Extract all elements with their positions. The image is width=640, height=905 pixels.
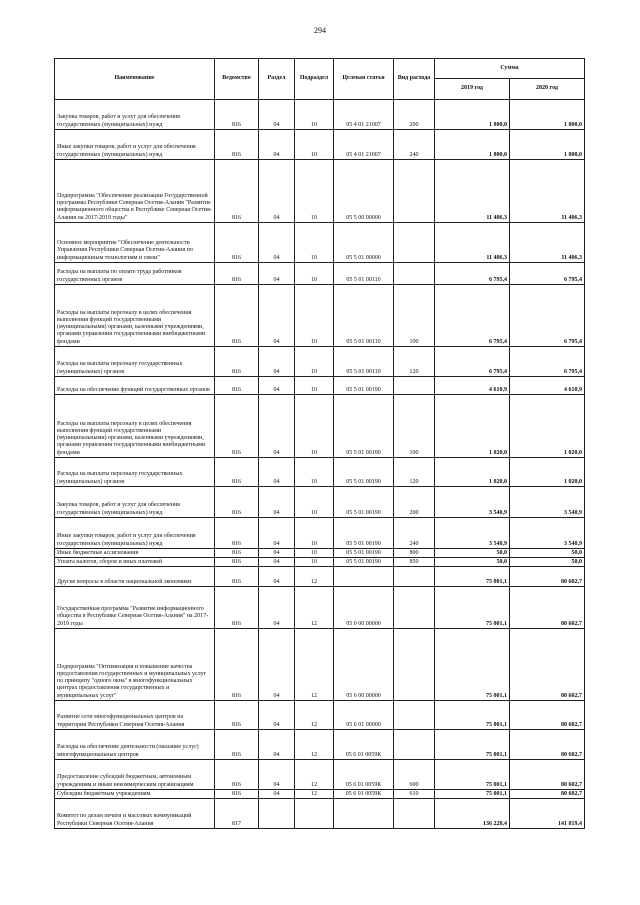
cell-subsection: 10 bbox=[295, 100, 334, 130]
cell-target bbox=[334, 799, 394, 829]
table-row bbox=[55, 285, 585, 347]
header-2020: 2020 год bbox=[510, 79, 585, 100]
cell-dept: 816 bbox=[215, 263, 259, 285]
cell-subsection: 12 bbox=[295, 587, 334, 629]
cell-dept: 816 bbox=[215, 790, 259, 799]
cell-2019: 6 795,4 bbox=[435, 263, 510, 285]
cell-2020: 80 602,7 bbox=[510, 629, 585, 701]
cell-target: 05 5 01 00110 bbox=[334, 263, 394, 285]
cell-2019: 11 406,3 bbox=[435, 160, 510, 223]
cell-target: 05 5 00 00000 bbox=[334, 160, 394, 223]
cell-target: 05 5 01 00190 bbox=[334, 377, 394, 395]
cell-name: Закупка товаров, работ и услуг для обеспечения государственных (муниципальных) нужд bbox=[55, 100, 215, 130]
table-row bbox=[55, 160, 585, 223]
cell-exp-type bbox=[394, 629, 435, 701]
cell-dept: 816 bbox=[215, 130, 259, 160]
table-row bbox=[55, 549, 585, 558]
table-row bbox=[55, 701, 585, 730]
cell-2020: 80 602,7 bbox=[510, 567, 585, 587]
cell-subsection: 10 bbox=[295, 458, 334, 487]
cell-exp-type bbox=[394, 223, 435, 263]
cell-section: 04 bbox=[259, 100, 295, 130]
cell-target: 05 0 00 00000 bbox=[334, 587, 394, 629]
page-number: 294 bbox=[314, 26, 326, 35]
cell-name: Расходы на выплаты персоналу в целях обеспечения выполнения функций государственными (муниципальными) органами, казенными учреждениями, органами управления государственными внебюджетными фондами bbox=[55, 285, 215, 347]
cell-target: 05 5 01 00190 bbox=[334, 458, 394, 487]
cell-dept: 816 bbox=[215, 730, 259, 760]
cell-subsection: 12 bbox=[295, 701, 334, 730]
cell-2020: 6 795,4 bbox=[510, 347, 585, 377]
cell-exp-type: 120 bbox=[394, 347, 435, 377]
cell-2019: 75 001,1 bbox=[435, 730, 510, 760]
cell-2020: 80 602,7 bbox=[510, 790, 585, 799]
cell-exp-type: 200 bbox=[394, 487, 435, 518]
cell-dept: 816 bbox=[215, 160, 259, 223]
cell-section: 04 bbox=[259, 160, 295, 223]
cell-subsection: 12 bbox=[295, 790, 334, 799]
cell-section: 04 bbox=[259, 587, 295, 629]
cell-target: 05 5 01 00190 bbox=[334, 518, 394, 549]
cell-subsection: 10 bbox=[295, 347, 334, 377]
cell-exp-type: 200 bbox=[394, 100, 435, 130]
cell-exp-type bbox=[394, 799, 435, 829]
cell-dept: 816 bbox=[215, 377, 259, 395]
cell-name: Закупка товаров, работ и услуг для обеспечения государственных (муниципальных) нужд bbox=[55, 487, 215, 518]
cell-name: Иные бюджетные ассигнования bbox=[55, 549, 215, 558]
table-row bbox=[55, 518, 585, 549]
cell-exp-type bbox=[394, 377, 435, 395]
cell-2019: 75 001,1 bbox=[435, 701, 510, 730]
cell-exp-type: 100 bbox=[394, 285, 435, 347]
cell-section: 04 bbox=[259, 223, 295, 263]
cell-exp-type: 100 bbox=[394, 395, 435, 458]
cell-2020: 1 800,0 bbox=[510, 130, 585, 160]
table-row bbox=[55, 730, 585, 760]
cell-2020: 3 540,9 bbox=[510, 518, 585, 549]
cell-2020: 80 602,7 bbox=[510, 701, 585, 730]
cell-section: 04 bbox=[259, 263, 295, 285]
table-body bbox=[55, 100, 585, 829]
cell-2019: 75 001,1 bbox=[435, 790, 510, 799]
cell-2020: 50,0 bbox=[510, 549, 585, 558]
cell-2020: 11 406,3 bbox=[510, 160, 585, 223]
cell-2019: 3 540,9 bbox=[435, 487, 510, 518]
cell-section: 04 bbox=[259, 558, 295, 567]
cell-name: Расходы на выплаты персоналу в целях обеспечения выполнения функций государственными (муниципальными) органами, казенными учреждениями, органами управления государственными внебюджетными фондами bbox=[55, 395, 215, 458]
cell-target: 05 5 01 00000 bbox=[334, 223, 394, 263]
cell-2020: 50,0 bbox=[510, 558, 585, 567]
cell-dept: 816 bbox=[215, 760, 259, 790]
table-row bbox=[55, 629, 585, 701]
cell-dept: 816 bbox=[215, 285, 259, 347]
cell-exp-type: 600 bbox=[394, 760, 435, 790]
cell-2019: 1 800,0 bbox=[435, 130, 510, 160]
cell-name: Подпрограмма "Оптимизация и повышение качества предоставления государственных и муниципальных услуг по принципу "одного окна" в многофункциональных центрах предоставления государственных и муниципальных услуг" bbox=[55, 629, 215, 701]
cell-name: Государственная программа "Развитие информационного общества в Республике Северная Осетия-Алания" на 2017-2019 годы bbox=[55, 587, 215, 629]
cell-section bbox=[259, 799, 295, 829]
cell-section: 04 bbox=[259, 790, 295, 799]
cell-section: 04 bbox=[259, 549, 295, 558]
cell-2019: 75 001,1 bbox=[435, 567, 510, 587]
cell-section: 04 bbox=[259, 629, 295, 701]
cell-target: 05 6 01 0059К bbox=[334, 790, 394, 799]
cell-section: 04 bbox=[259, 730, 295, 760]
cell-name: Расходы на выплаты персоналу государственных (муниципальных) органов bbox=[55, 347, 215, 377]
header-section: Раздел bbox=[259, 59, 295, 100]
cell-2019: 75 001,1 bbox=[435, 629, 510, 701]
cell-exp-type bbox=[394, 587, 435, 629]
cell-dept: 816 bbox=[215, 629, 259, 701]
cell-dept: 816 bbox=[215, 395, 259, 458]
cell-subsection: 12 bbox=[295, 730, 334, 760]
table-row bbox=[55, 263, 585, 285]
header-exp-type: Вид расхода bbox=[394, 59, 435, 100]
cell-dept: 816 bbox=[215, 518, 259, 549]
cell-dept: 816 bbox=[215, 558, 259, 567]
cell-dept: 816 bbox=[215, 458, 259, 487]
cell-name: Иные закупки товаров, работ и услуг для обеспечения государственных (муниципальных) нужд bbox=[55, 130, 215, 160]
cell-name: Комитет по делам печати и массовых коммуникаций Республики Северная Осетия-Алания bbox=[55, 799, 215, 829]
cell-dept: 816 bbox=[215, 701, 259, 730]
cell-section: 04 bbox=[259, 487, 295, 518]
table-row bbox=[55, 558, 585, 567]
cell-name: Расходы на обеспечение деятельности (оказание услуг) многофункциональных центров bbox=[55, 730, 215, 760]
table-header bbox=[55, 59, 585, 100]
cell-2019: 11 406,3 bbox=[435, 223, 510, 263]
cell-dept: 817 bbox=[215, 799, 259, 829]
cell-exp-type bbox=[394, 263, 435, 285]
cell-2019: 6 795,4 bbox=[435, 285, 510, 347]
cell-name: Расходы на обеспечение функций государственных органов bbox=[55, 377, 215, 395]
cell-section: 04 bbox=[259, 760, 295, 790]
table-row bbox=[55, 130, 585, 160]
cell-2019: 3 540,9 bbox=[435, 518, 510, 549]
cell-subsection: 10 bbox=[295, 558, 334, 567]
table-row bbox=[55, 347, 585, 377]
cell-section: 04 bbox=[259, 458, 295, 487]
cell-name: Развитие сети многофункциональных центров на территории Республики Северная Осетия-Алания bbox=[55, 701, 215, 730]
cell-target: 05 5 01 00110 bbox=[334, 285, 394, 347]
cell-2020: 80 602,7 bbox=[510, 760, 585, 790]
cell-section: 04 bbox=[259, 518, 295, 549]
cell-dept: 816 bbox=[215, 587, 259, 629]
cell-target bbox=[334, 567, 394, 587]
cell-2019: 75 001,1 bbox=[435, 760, 510, 790]
table-row bbox=[55, 223, 585, 263]
cell-2019: 1 020,0 bbox=[435, 458, 510, 487]
header-target: Целевая статья bbox=[334, 59, 394, 100]
cell-2020: 6 795,4 bbox=[510, 263, 585, 285]
table-row bbox=[55, 377, 585, 395]
cell-section: 04 bbox=[259, 377, 295, 395]
cell-name: Расходы на выплаты по оплате труда работников государственных органов bbox=[55, 263, 215, 285]
cell-2019: 50,0 bbox=[435, 549, 510, 558]
cell-exp-type bbox=[394, 701, 435, 730]
cell-section: 04 bbox=[259, 701, 295, 730]
cell-dept: 816 bbox=[215, 549, 259, 558]
cell-exp-type: 240 bbox=[394, 518, 435, 549]
table-row bbox=[55, 567, 585, 587]
cell-2019: 50,0 bbox=[435, 558, 510, 567]
cell-exp-type bbox=[394, 567, 435, 587]
cell-subsection: 10 bbox=[295, 263, 334, 285]
cell-subsection: 10 bbox=[295, 549, 334, 558]
cell-2019: 75 001,1 bbox=[435, 587, 510, 629]
table-row bbox=[55, 487, 585, 518]
header-sum: Сумма bbox=[435, 59, 585, 79]
cell-target: 05 4 01 21007 bbox=[334, 100, 394, 130]
cell-section: 04 bbox=[259, 285, 295, 347]
cell-subsection: 10 bbox=[295, 160, 334, 223]
cell-2019: 6 795,4 bbox=[435, 347, 510, 377]
cell-dept: 816 bbox=[215, 223, 259, 263]
cell-exp-type: 240 bbox=[394, 130, 435, 160]
cell-target: 05 6 01 00000 bbox=[334, 701, 394, 730]
cell-2020: 4 610,9 bbox=[510, 377, 585, 395]
cell-subsection: 12 bbox=[295, 760, 334, 790]
cell-2019: 136 228,4 bbox=[435, 799, 510, 829]
cell-2020: 80 602,7 bbox=[510, 587, 585, 629]
cell-2020: 80 602,7 bbox=[510, 730, 585, 760]
cell-dept: 816 bbox=[215, 567, 259, 587]
cell-name: Субсидии бюджетным учреждениям bbox=[55, 790, 215, 799]
cell-2019: 1 020,0 bbox=[435, 395, 510, 458]
cell-exp-type: 120 bbox=[394, 458, 435, 487]
cell-2019: 1 800,0 bbox=[435, 100, 510, 130]
table-row bbox=[55, 799, 585, 829]
cell-exp-type bbox=[394, 730, 435, 760]
cell-subsection: 10 bbox=[295, 487, 334, 518]
cell-exp-type: 610 bbox=[394, 790, 435, 799]
header-subsection: Подраздел bbox=[295, 59, 334, 100]
budget-table bbox=[54, 58, 585, 829]
cell-name: Иные закупки товаров, работ и услуг для обеспечения государственных (муниципальных) нужд bbox=[55, 518, 215, 549]
cell-2020: 1 020,0 bbox=[510, 458, 585, 487]
cell-exp-type bbox=[394, 160, 435, 223]
cell-section: 04 bbox=[259, 347, 295, 377]
cell-target: 05 5 01 00190 bbox=[334, 549, 394, 558]
cell-exp-type: 850 bbox=[394, 558, 435, 567]
cell-target: 05 5 01 00190 bbox=[334, 395, 394, 458]
cell-2020: 141 819,4 bbox=[510, 799, 585, 829]
cell-target: 05 5 01 00110 bbox=[334, 347, 394, 377]
cell-2020: 1 800,0 bbox=[510, 100, 585, 130]
cell-subsection: 10 bbox=[295, 130, 334, 160]
cell-target: 05 4 01 21007 bbox=[334, 130, 394, 160]
cell-subsection: 10 bbox=[295, 377, 334, 395]
cell-2020: 1 020,0 bbox=[510, 395, 585, 458]
header-name: Наименование bbox=[55, 59, 215, 100]
cell-dept: 816 bbox=[215, 347, 259, 377]
cell-name: Предоставление субсидий бюджетным, автономным учреждениям и иным некоммерческим организациям bbox=[55, 760, 215, 790]
cell-section: 04 bbox=[259, 395, 295, 458]
cell-dept: 816 bbox=[215, 487, 259, 518]
cell-subsection: 10 bbox=[295, 395, 334, 458]
cell-2019: 4 610,9 bbox=[435, 377, 510, 395]
cell-exp-type: 800 bbox=[394, 549, 435, 558]
cell-target: 05 5 01 00190 bbox=[334, 558, 394, 567]
cell-name: Подпрограмма "Обеспечение реализации Государственной программы Республики Северная Осетия-Алания "Развитие информационного общества в Республике Северная Осетия-Алания на 2017-2019 годы" bbox=[55, 160, 215, 223]
cell-name: Другие вопросы в области национальной экономики bbox=[55, 567, 215, 587]
cell-subsection: 12 bbox=[295, 567, 334, 587]
cell-2020: 6 795,4 bbox=[510, 285, 585, 347]
cell-name: Уплата налогов, сборов и иных платежей bbox=[55, 558, 215, 567]
cell-section: 04 bbox=[259, 567, 295, 587]
table-row bbox=[55, 587, 585, 629]
cell-2020: 3 540,9 bbox=[510, 487, 585, 518]
header-2019: 2019 год bbox=[435, 79, 510, 100]
cell-dept: 816 bbox=[215, 100, 259, 130]
table-row bbox=[55, 760, 585, 790]
cell-target: 05 6 01 0059К bbox=[334, 730, 394, 760]
table-row bbox=[55, 790, 585, 799]
cell-2020: 11 406,3 bbox=[510, 223, 585, 263]
cell-target: 05 6 00 00000 bbox=[334, 629, 394, 701]
cell-subsection bbox=[295, 799, 334, 829]
cell-subsection: 10 bbox=[295, 285, 334, 347]
cell-subsection: 10 bbox=[295, 223, 334, 263]
table-row bbox=[55, 458, 585, 487]
cell-section: 04 bbox=[259, 130, 295, 160]
cell-name: Расходы на выплаты персоналу государственных (муниципальных) органов bbox=[55, 458, 215, 487]
cell-target: 05 5 01 00190 bbox=[334, 487, 394, 518]
cell-subsection: 10 bbox=[295, 518, 334, 549]
cell-subsection: 12 bbox=[295, 629, 334, 701]
header-dept: Ведомство bbox=[215, 59, 259, 100]
table-row bbox=[55, 100, 585, 130]
table-row bbox=[55, 395, 585, 458]
cell-target: 05 6 01 0059К bbox=[334, 760, 394, 790]
cell-name: Основное мероприятие "Обеспечение деятельности Управления Республики Северная Осетия-Алания по информационным технологиям и связи" bbox=[55, 223, 215, 263]
